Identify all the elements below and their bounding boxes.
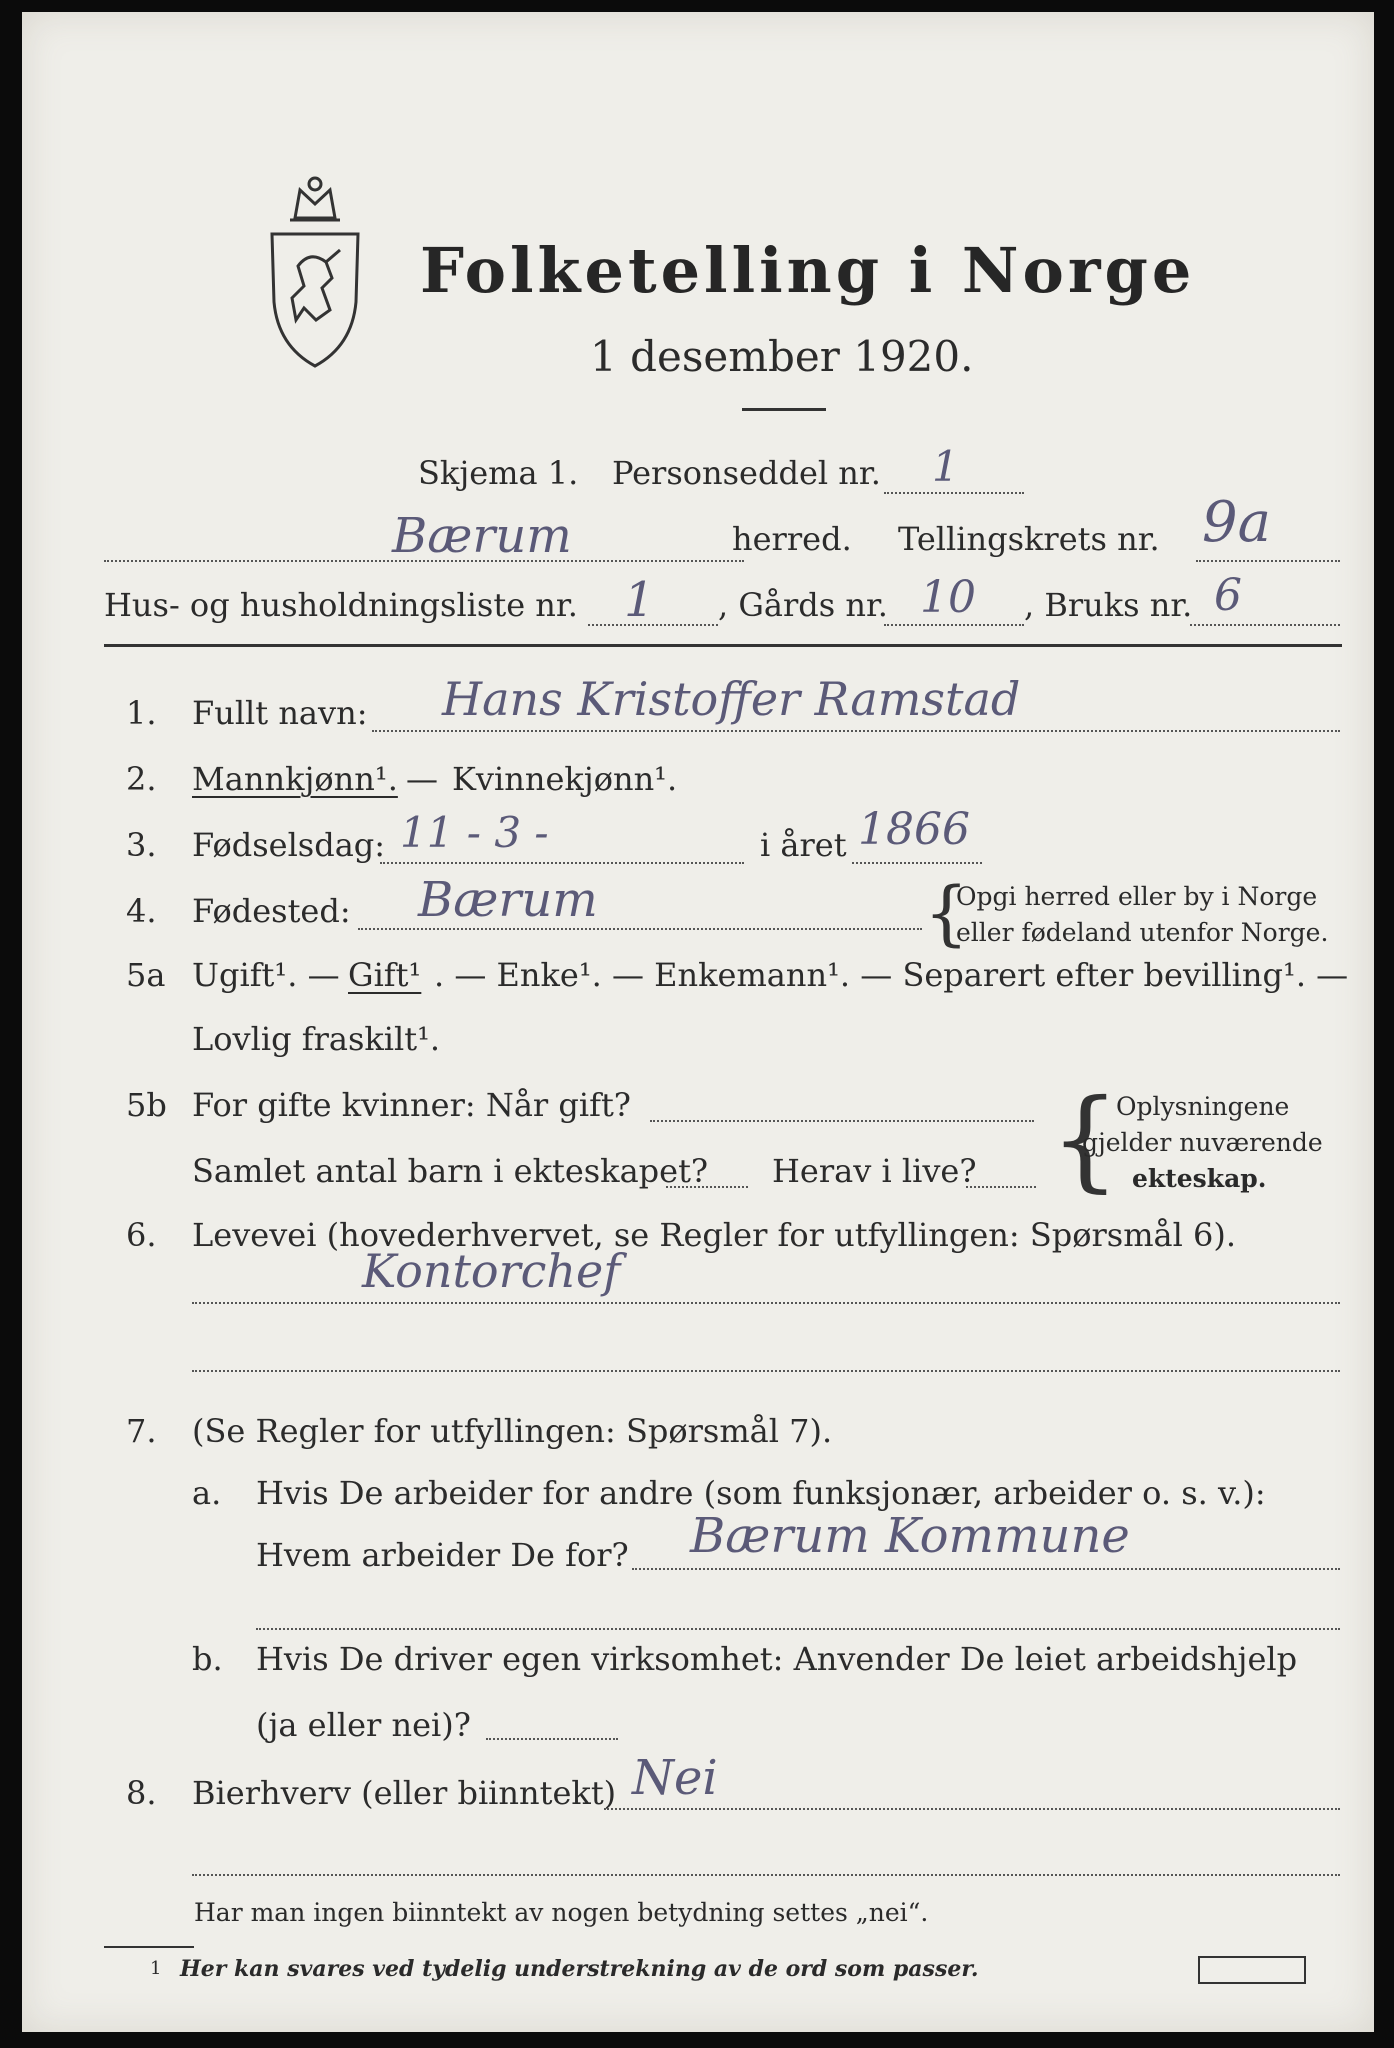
female-option[interactable]: Kvinnekjønn¹. (452, 760, 678, 798)
personseddel-line (884, 492, 1024, 494)
birthdate-value[interactable]: 11 - 3 - (400, 808, 549, 857)
q3-label: Fødselsdag: (192, 826, 386, 864)
q5b-note1: Oplysningene (1116, 1092, 1290, 1121)
header-separator (104, 644, 1342, 647)
q7b-number: b. (192, 1640, 223, 1678)
side-income-line-2[interactable] (192, 1874, 1340, 1876)
bruks-line (1190, 624, 1340, 626)
tellingskrets-value[interactable]: 9a (1202, 490, 1272, 555)
employer-line-2[interactable] (256, 1628, 1340, 1630)
q5b-line2b: Herav i live? (772, 1152, 977, 1190)
married-when-line[interactable] (650, 1120, 1034, 1122)
footnote-divider (104, 1946, 194, 1948)
q5a-gift-selected[interactable]: Gift¹ (348, 956, 422, 994)
hired-help-line[interactable] (486, 1738, 618, 1740)
q2-separator: — (406, 760, 438, 798)
gards-line (884, 624, 1024, 626)
q5a-lovlig-fraskilt[interactable]: Lovlig fraskilt¹. (192, 1020, 441, 1058)
q7a-line1: Hvis De arbeider for andre (som funksjonær, arbeider o. s. v.): (256, 1474, 1266, 1512)
personseddel-label: Personseddel nr. (612, 454, 881, 492)
footer-note: Har man ingen biinntekt av nogen betydning settes „nei“. (194, 1898, 929, 1927)
bruks-label: , Bruks nr. (1024, 586, 1193, 624)
side-income-line (604, 1808, 1340, 1810)
q4-number: 4. (126, 892, 157, 930)
husliste-value[interactable]: 1 (624, 572, 655, 628)
q4-label: Fødested: (192, 892, 351, 930)
title-divider (742, 408, 826, 411)
q7a-line2: Hvem arbeider De for? (256, 1536, 629, 1574)
q7b-line2: (ja eller nei)? (256, 1706, 471, 1744)
footnote-text: Her kan svares ved tydelig understrekning av de ord som passer. (180, 1956, 979, 1982)
q5b-number: 5b (126, 1086, 167, 1124)
q5a-other-options[interactable]: . — Enke¹. — Enkemann¹. — Separert efter bevilling¹. — (434, 956, 1349, 994)
footnote-mark: 1 (150, 1958, 162, 1979)
gards-label: , Gårds nr. (718, 586, 888, 624)
birthdate-line (380, 862, 744, 864)
q5a-ugift[interactable]: Ugift¹. — (192, 956, 340, 994)
personseddel-value[interactable]: 1 (932, 442, 959, 491)
employer-value[interactable]: Bærum Kommune (690, 1508, 1130, 1564)
herred-value[interactable]: Bærum (392, 508, 572, 564)
employer-line (632, 1568, 1340, 1570)
gards-value[interactable]: 10 (920, 572, 976, 623)
printer-stamp-icon (1198, 1956, 1306, 1984)
census-form-page (22, 12, 1374, 2032)
q8-number: 8. (126, 1774, 157, 1812)
q1-line (372, 730, 1340, 732)
q4-note-line1: Opgi herred eller by i Norge (956, 882, 1318, 911)
male-option[interactable]: Mannkjønn¹. (192, 760, 398, 798)
q1-label: Fullt navn: (192, 694, 368, 732)
q4-note-brace: { (924, 872, 969, 954)
q7b-line1: Hvis De driver egen virksomhet: Anvender De leiet arbeidshjelp (256, 1640, 1298, 1678)
children-line[interactable] (666, 1186, 748, 1188)
q1-number: 1. (126, 694, 157, 732)
q5b-line2: Samlet antal barn i ekteskapet? (192, 1152, 709, 1190)
tellingskrets-label: Tellingskrets nr. (898, 520, 1160, 558)
norway-coat-of-arms-icon (260, 170, 370, 370)
form-subtitle: 1 desember 1920. (590, 332, 974, 381)
bruks-value[interactable]: 6 (1214, 570, 1242, 621)
occupation-line (192, 1302, 1340, 1304)
q7-number: 7. (126, 1412, 157, 1450)
q5b-note2: gjelder nuværende (1082, 1128, 1323, 1157)
birth-year-value[interactable]: 1866 (858, 804, 970, 855)
q5b-line1: For gifte kvinner: Når gift? (192, 1086, 631, 1124)
tellingskrets-line (1196, 560, 1340, 562)
skjema-label: Skjema 1. (418, 454, 579, 492)
alive-line[interactable] (966, 1186, 1036, 1188)
form-title: Folketelling i Norge (420, 234, 1196, 307)
husliste-label: Hus- og husholdningsliste nr. (104, 586, 578, 624)
q4-note-line2: eller fødeland utenfor Norge. (956, 918, 1329, 947)
q6-label: Levevei (hovederhvervet, se Regler for utfyllingen: Spørsmål 6). (192, 1216, 1237, 1254)
occupation-value[interactable]: Kontorchef (362, 1244, 621, 1298)
year-label: i året (760, 826, 847, 864)
year-line (852, 862, 982, 864)
q3-number: 3. (126, 826, 157, 864)
birthplace-value[interactable]: Bærum (418, 872, 598, 928)
q7a-number: a. (192, 1474, 222, 1512)
q6-number: 6. (126, 1216, 157, 1254)
q7-label: (Se Regler for utfyllingen: Spørsmål 7). (192, 1412, 833, 1450)
side-income-value[interactable]: Nei (632, 1750, 718, 1806)
q5a-number: 5a (126, 956, 166, 994)
birthplace-line (358, 928, 922, 930)
full-name-value[interactable]: Hans Kristoffer Ramstad (442, 672, 1021, 726)
q8-label: Bierhverv (eller biinntekt) (192, 1774, 617, 1812)
herred-label: herred. (732, 520, 852, 558)
occupation-line-2[interactable] (192, 1370, 1340, 1372)
q2-number: 2. (126, 760, 157, 798)
q5b-note3: ekteskap. (1132, 1164, 1267, 1193)
q5b-note-brace: { (1050, 1075, 1120, 1203)
